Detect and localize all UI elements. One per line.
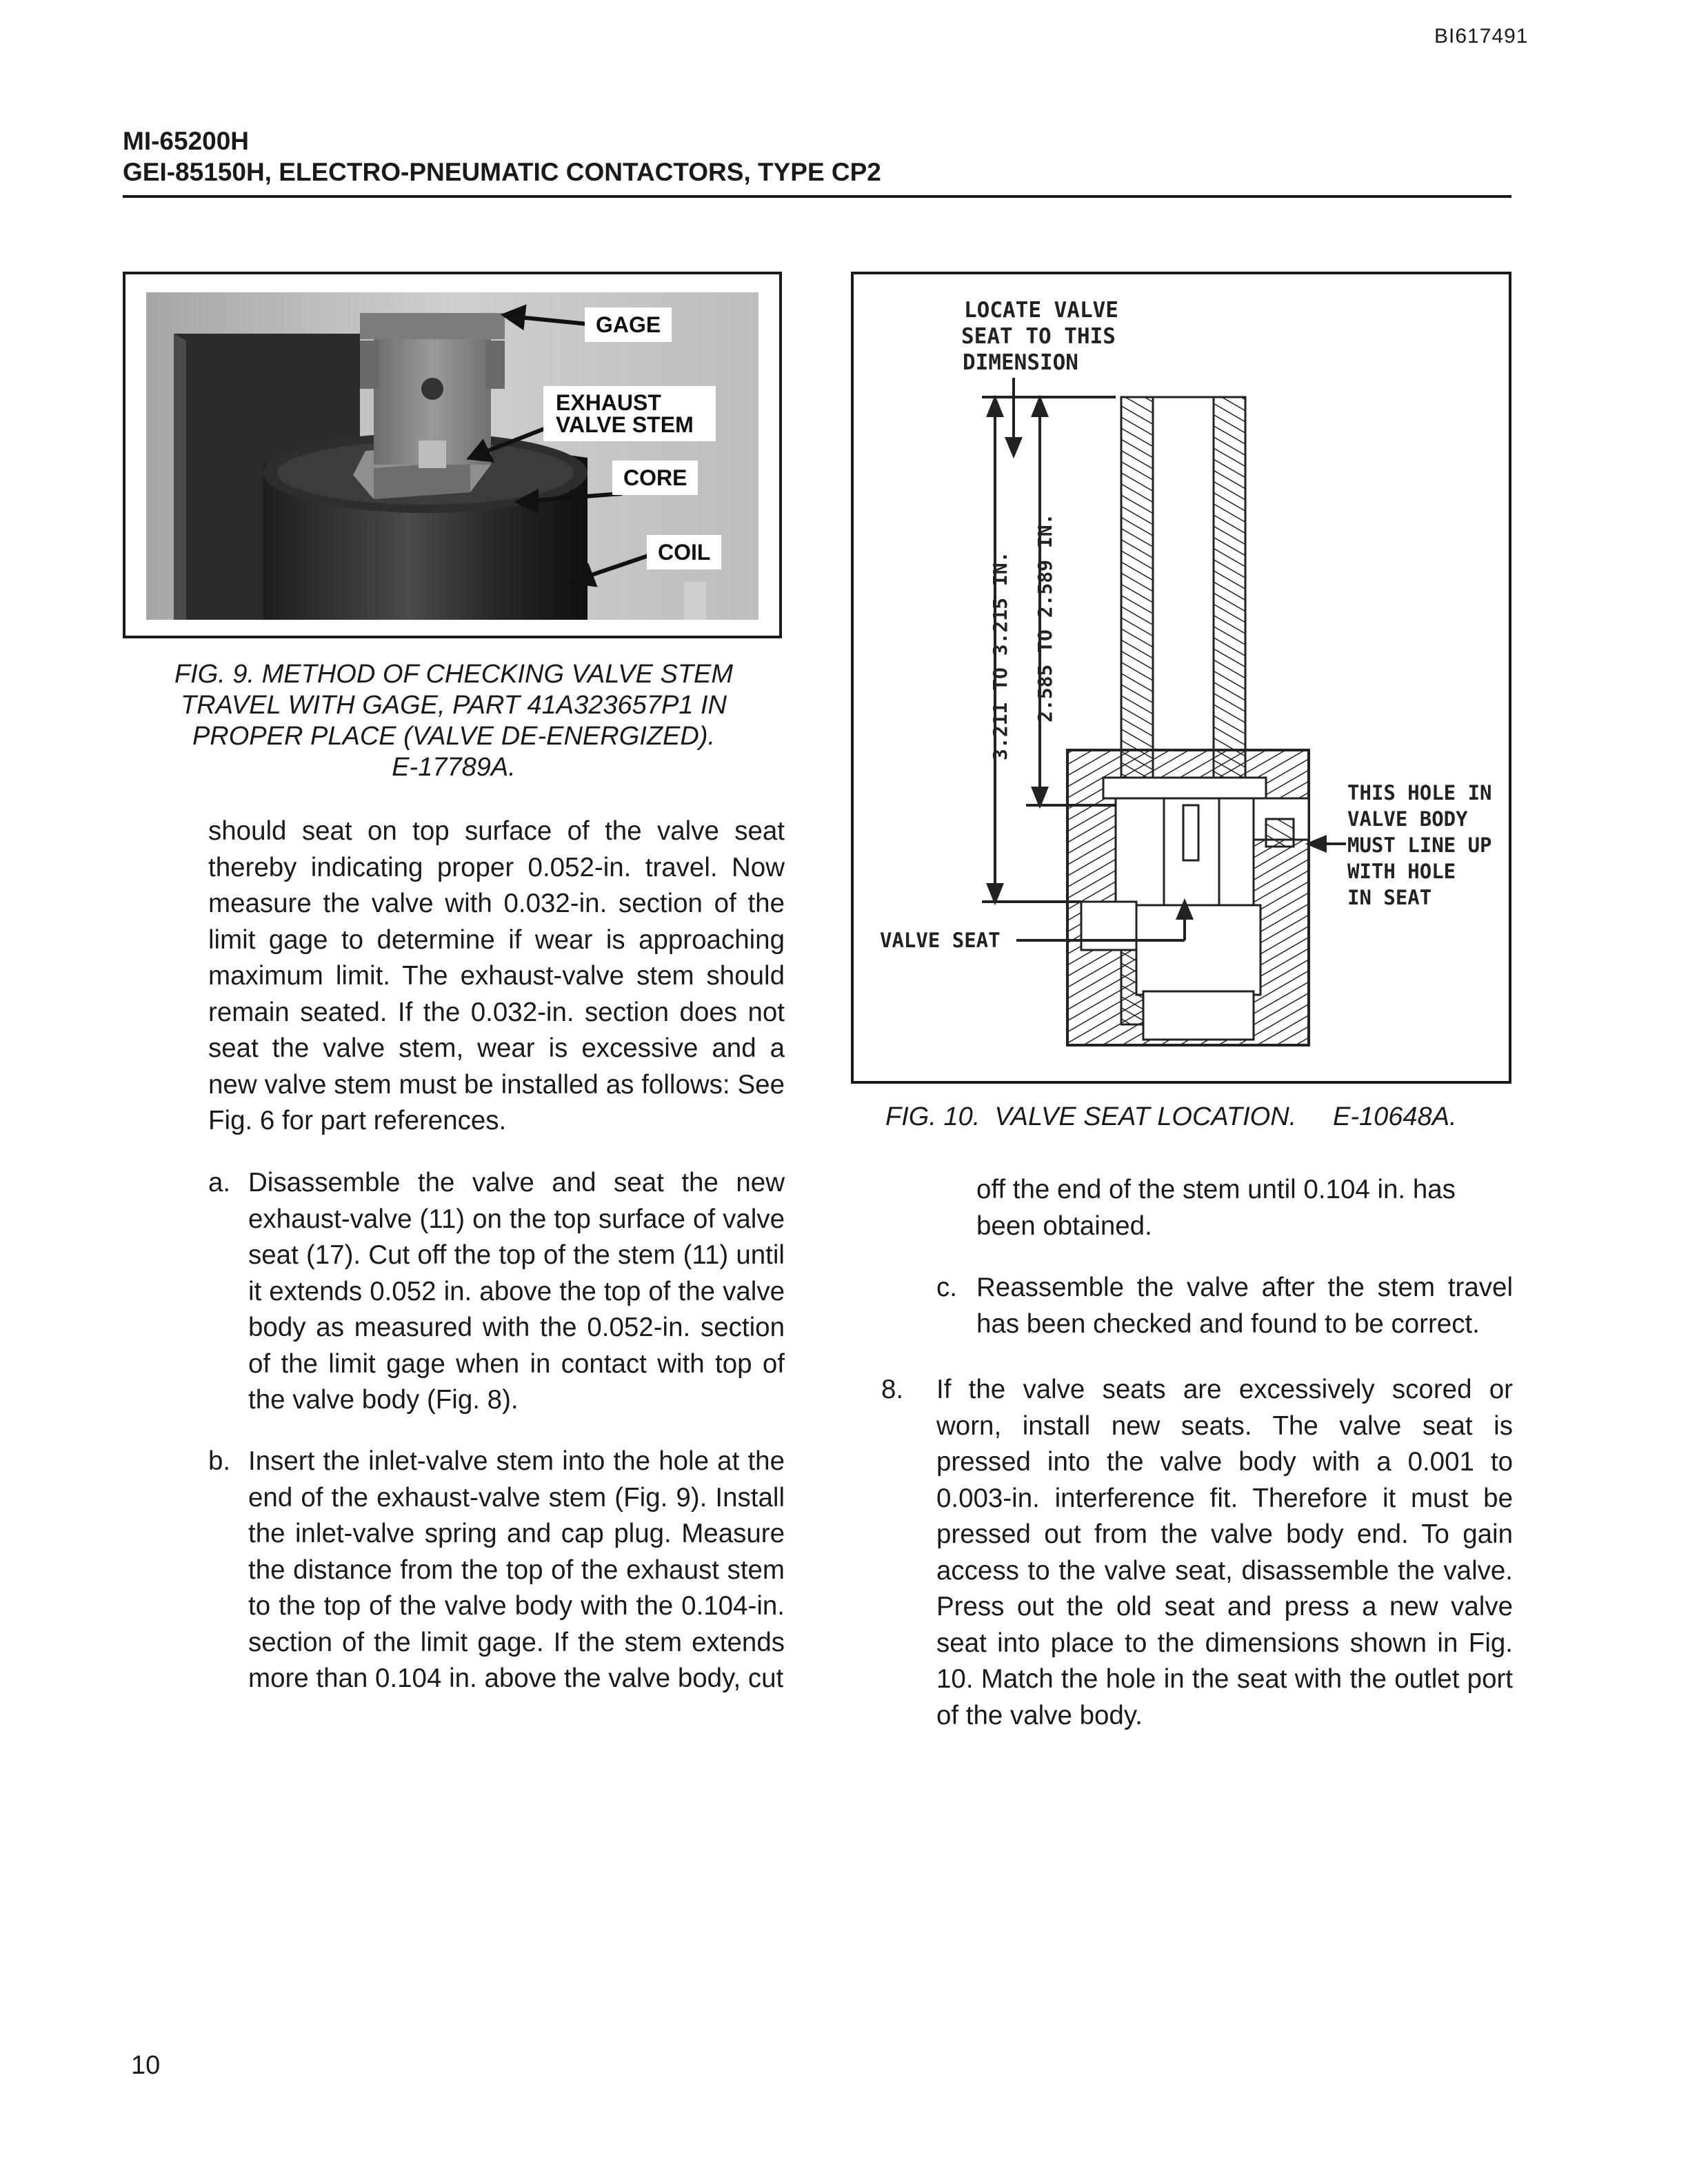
locate-line1: LOCATE VALVE [964, 298, 1118, 323]
label-gage: GAGE [585, 307, 672, 342]
step-8-marker: 8. [881, 1375, 904, 1404]
valve-body [1067, 750, 1309, 1045]
step-c-text: Reassemble the valve after the stem travel has been checked and found to be correct. [976, 1273, 1513, 1339]
hole-note-line3: MUST LINE UP [1347, 833, 1492, 857]
post-right [684, 582, 706, 620]
figure-9-frame [123, 272, 782, 638]
locate-arrow [1007, 438, 1021, 455]
manual-number: MI-65200H [123, 127, 250, 155]
figure-10-caption: FIG. 10. VALVE SEAT LOCATION. E-10648A. [885, 1102, 1457, 1131]
inner-dim-top-arrow [1033, 398, 1047, 416]
gage-tab-right [485, 341, 505, 389]
header-rule [123, 195, 1511, 198]
outer-dimension: 3.211 TO 3.215 IN. [989, 551, 1012, 760]
inner-dim-bottom-arrow [1033, 788, 1047, 805]
step-b [208, 1444, 785, 1699]
fig9-caption-line2: TRAVEL WITH GAGE, PART 41A323657P1 IN [180, 691, 727, 720]
hole-note-line2: VALVE BODY [1347, 807, 1468, 831]
step-c-marker: c. [936, 1273, 957, 1302]
fig9-caption-line1: FIG. 9. METHOD OF CHECKING VALVE STEM [174, 660, 734, 689]
right-continuation-paragraph: off the end of the stem until 0.104 in. has been obtained. [976, 1175, 1456, 1241]
hole-note-line4: WITH HOLE [1347, 860, 1456, 883]
gage-tab-left [360, 341, 379, 389]
exhaust-stem [419, 441, 446, 468]
gage-plate-top [360, 313, 505, 339]
step-a [208, 1165, 785, 1420]
inner-dimension: 2.585 TO 2.589 IN. [1034, 513, 1056, 722]
page-number: 10 [131, 2051, 161, 2080]
hole-note-arrow [1309, 837, 1346, 851]
locate-line3: DIMENSION [963, 350, 1078, 375]
label-exhaust-line2: VALVE STEM [556, 412, 694, 437]
step-b-text: Insert the inlet-valve stem into the hole at the end of the exhaust-valve stem (Fig. 9). Install the inlet-valve spring and cap plug. Measure the distance from the top of the exhaust stem to the top of the valve body with the 0.104-in. section of the limit gage. If the stem extends more than 0.104 in. above the valve body, cut [248, 1446, 785, 1693]
fig9-caption-line4: E-17789A. [392, 753, 516, 782]
step-a-marker: a. [208, 1168, 231, 1197]
step-8 [881, 1372, 1513, 1730]
document-id: BI617491 [1434, 25, 1529, 48]
hole-note-line1: THIS HOLE IN [1347, 781, 1492, 805]
left-intro-paragraph: should seat on top surface of the valve seat thereby indicating proper 0.052-in. travel. Now measure the valve with 0.032-in. section of the limit gage to determine if wear is approaching maximum limit. The exhaust-valve stem should remain seated. If the 0.032-in. section does not seat the valve stem, wear is excessive and a new valve stem must be installed as follows: See Fig. 6 for part references. [208, 816, 785, 1135]
step-a-text: Disassemble the valve and seat the new exhaust-valve (11) on the top surface of valve seat (17). Cut off the top of the stem (11) until it extends 0.052 in. above the top of the valve body as measured with the 0.052-in. section of the limit gage when in contact with top of the valve body (Fig. 8). [248, 1168, 785, 1415]
page-header [123, 125, 1509, 188]
figure-10-diagram [854, 274, 1509, 1081]
outer-dim-top-arrow [988, 398, 1002, 416]
label-coil: COIL [647, 535, 721, 569]
outer-dim-bottom-arrow [988, 884, 1002, 902]
fig9-caption-line3: PROPER PLACE (VALVE DE-ENERGIZED). [192, 722, 716, 751]
label-exhaust-line1: EXHAUST [556, 390, 661, 415]
figure-9-caption [123, 659, 785, 783]
step-b-marker: b. [208, 1446, 231, 1476]
figure-10-frame [851, 272, 1511, 1084]
locate-line2: SEAT TO THIS [961, 324, 1116, 349]
label-core: CORE [612, 461, 698, 495]
manual-title: GEI-85150H, ELECTRO-PNEUMATIC CONTACTORS, TYPE CP2 [123, 158, 881, 186]
step-c [936, 1270, 1513, 1346]
step-8-text: If the valve seats are excessively scored or worn, install new seats. The valve seat is pressed into the valve body with a 0.001 to 0.003-in. interference fit. Therefore it must be pressed out from the valve body end. To gain access to the valve seat, disassemble the valve. Press out the old seat and press a new valve seat into place to the dimensions shown in Fig. 10. Match the hole in the seat with the outlet port of the valve body. [936, 1375, 1513, 1730]
valve-seat-label: VALVE SEAT [880, 929, 1001, 952]
label-exhaust-valve-stem [543, 386, 716, 441]
bracket-edge [174, 334, 186, 620]
gage-hole [421, 378, 443, 400]
hole-note-line5: IN SEAT [1347, 886, 1432, 909]
